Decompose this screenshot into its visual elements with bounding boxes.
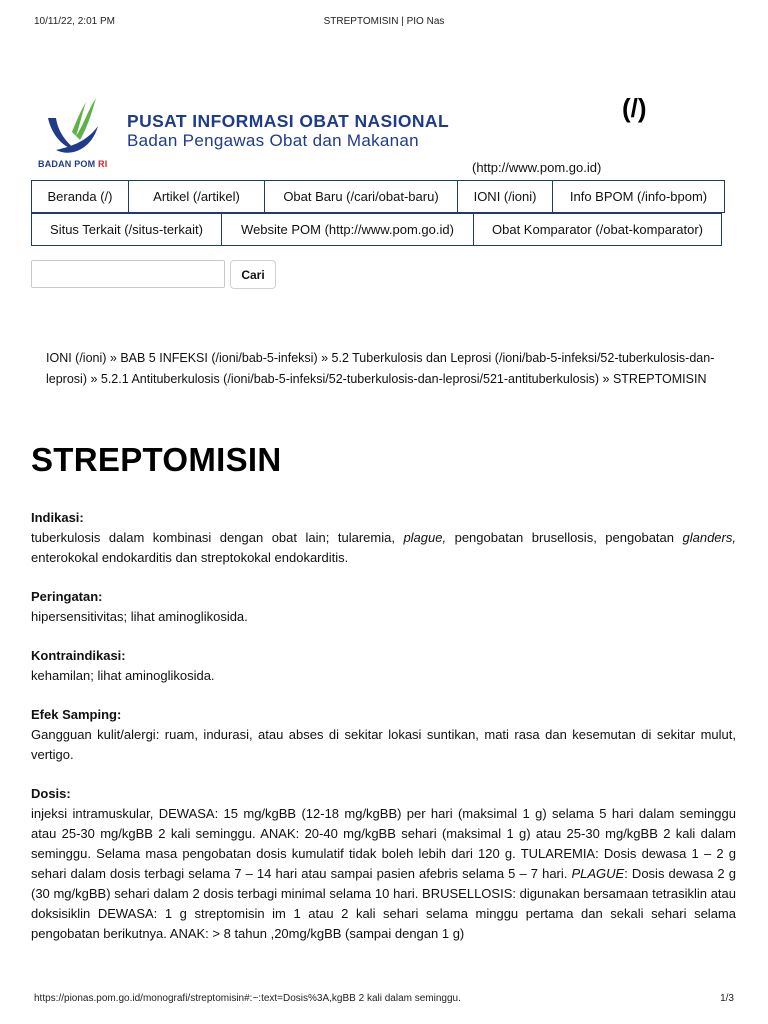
nav-info-bpom[interactable]: Info BPOM (/info-bpom) [552, 180, 725, 213]
search-input[interactable] [31, 260, 225, 288]
nav-beranda[interactable]: Beranda (/) [31, 180, 129, 213]
dosis-part: : Dosis dewasa 2 g (30 mg/kgBB) sehari dalam 2 dosis terbagi minimal selama 10 hari. BRUSELLOSIS: digunakan bersamaan tetrasiklin atau doksisiklin DEWASA: 1 g streptomisin im 1 atau 2 kali sehari selama minggu pertama dan sekali sehari selama pengobatan berikutnya. ANAK: > 8 tahun ,20mg/kgBB (sampai dengan 1 g) [31, 866, 736, 941]
print-title: STREPTOMISIN | PIO Nas [323, 16, 445, 27]
kontraindikasi-label: Kontraindikasi: [31, 648, 126, 663]
kontraindikasi-text: kehamilan; lihat aminoglikosida. [31, 668, 215, 683]
nav-ioni[interactable]: IONI (/ioni) [457, 180, 553, 213]
print-url: https://pionas.pom.go.id/monografi/streptomisin#:~:text=Dosis%3A,kgBB 2 kali dalam seminggu. [34, 993, 461, 1004]
pom-url-link[interactable]: (http://www.pom.go.id) [472, 160, 602, 175]
breadcrumb[interactable]: IONI (/ioni) » BAB 5 INFEKSI (/ioni/bab-5-infeksi) » 5.2 Tuberkulosis dan Leprosi (/ioni/bab-5-infeksi/52-tuberkulosis-dan-leprosi) » 5.2.1 Antituberkulosis (/ioni/bab-5-infeksi/52-tuberkulosis-dan-leprosi/521-antituberkulosis) » STREPTOMISIN [46, 351, 715, 386]
dosis-part: injeksi intramuskular, DEWASA: 15 mg/kgBB (12-18 mg/kgBB) per hari (maksimal 1 g) selama 5 hari dalam seminggu atau 25-30 mg/kgBB 2 kali seminggu. ANAK: 20-40 mg/kgBB sehari (maksimal 1 g) atau 25-30 mg/kgBB 2 kali dalam seminggu. Selama masa pengobatan dosis kumulatif tidak boleh lebih dari 120 g. TULAREMIA: Dosis dewasa 1 – 2 g sehari dalam dosis terbagi selama 7 – 14 hari atau sampai pasien afebris selama 5 – 7 hari. [31, 806, 736, 881]
site-subtitle: Badan Pengawas Obat dan Makanan [127, 131, 419, 150]
section-kontraindikasi [31, 646, 736, 686]
nav-obat-baru[interactable]: Obat Baru (/cari/obat-baru) [264, 180, 458, 213]
indikasi-italic: glanders, [682, 530, 736, 545]
indikasi-label: Indikasi: [31, 510, 84, 525]
indikasi-part: tuberkulosis dalam kombinasi dengan obat lain; tularemia, [31, 530, 404, 545]
efek-samping-label: Efek Samping: [31, 707, 122, 722]
brand-text [38, 159, 107, 169]
dosis-italic: PLAGUE [571, 866, 625, 881]
nav-row-1 [31, 180, 724, 212]
nav-row-2 [31, 213, 721, 245]
print-page-number: 1/3 [720, 993, 734, 1004]
nav-website-pom[interactable]: Website POM (http://www.pom.go.id) [221, 213, 474, 246]
brand-accent: RI [98, 159, 108, 169]
dosis-label: Dosis: [31, 786, 71, 801]
peringatan-label: Peringatan: [31, 589, 103, 604]
indikasi-italic: plague, [403, 530, 447, 545]
indikasi-part: enterokokal endokarditis dan streptokokal endokarditis. [31, 550, 349, 565]
section-dosis [31, 784, 736, 944]
dosis-text [31, 804, 736, 944]
page-title: STREPTOMISIN [31, 441, 282, 478]
nav-situs-terkait[interactable]: Situs Terkait (/situs-terkait) [31, 213, 222, 246]
bpom-logo-icon [42, 96, 102, 158]
nav-obat-komparator[interactable]: Obat Komparator (/obat-komparator) [473, 213, 722, 246]
site-title: PUSAT INFORMASI OBAT NASIONAL [127, 111, 450, 131]
section-peringatan [31, 587, 736, 627]
peringatan-text: hipersensitivitas; lihat aminoglikosida. [31, 609, 248, 624]
home-link[interactable]: (/) [622, 93, 647, 123]
efek-samping-text: Gangguan kulit/alergi: ruam, indurasi, atau abses di sekitar lokasi suntikan, mati rasa dan kesemutan di sekitar mulut, vertigo. [31, 727, 736, 762]
section-indikasi [31, 508, 736, 568]
monograph-content [31, 508, 736, 963]
search-button[interactable]: Cari [230, 260, 276, 289]
indikasi-part: pengobatan brusellosis, pengobatan [446, 530, 683, 545]
print-datetime: 10/11/22, 2:01 PM [34, 16, 115, 27]
site-logo[interactable] [38, 96, 478, 176]
section-efek-samping [31, 705, 736, 765]
indikasi-text [31, 528, 736, 568]
nav-artikel[interactable]: Artikel (/artikel) [128, 180, 265, 213]
brand-main: BADAN POM [38, 159, 98, 169]
